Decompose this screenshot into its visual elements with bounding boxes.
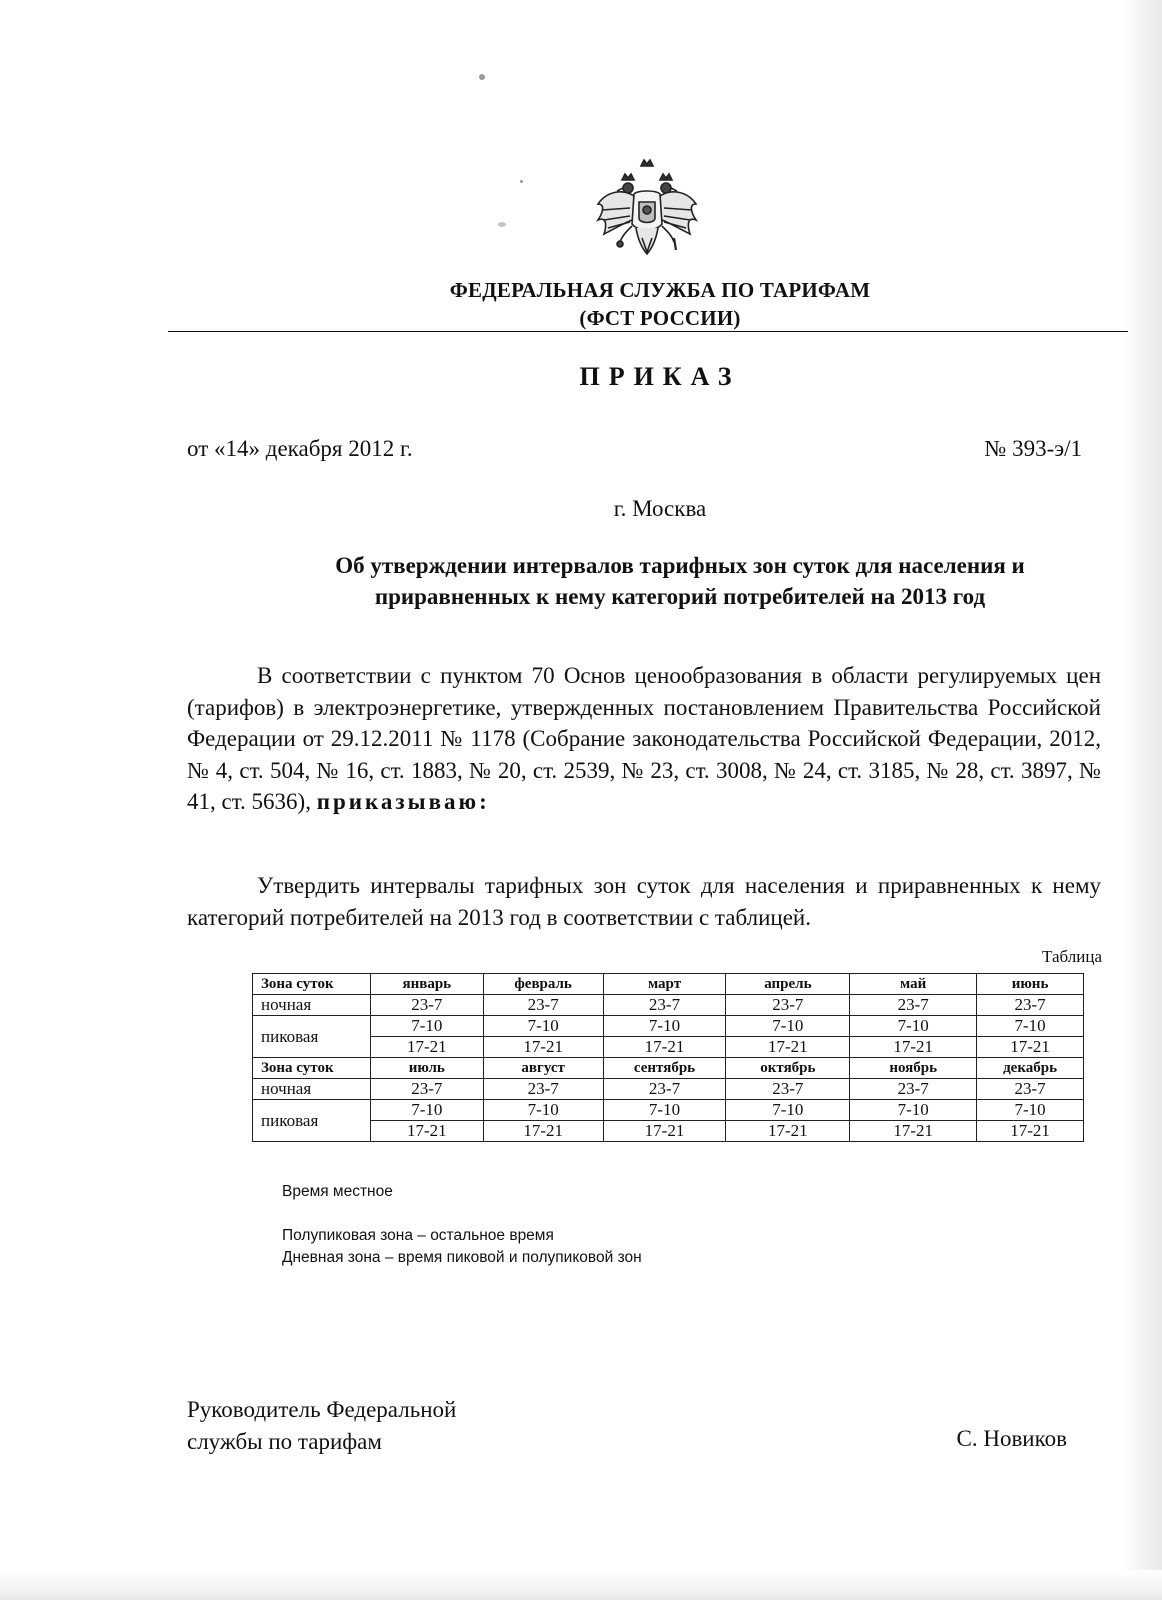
scan-speck [498,222,506,227]
signatory-position [187,1394,456,1458]
table-cell: 7-10 [977,1016,1084,1037]
note-local-time: Время местное [282,1183,393,1200]
month-header: май [850,974,977,995]
note-half-peak: Полупиковая зона – остальное время [282,1227,554,1244]
table-cell: 17-21 [370,1037,483,1058]
organization-name: ФЕДЕРАЛЬНАЯ СЛУЖБА ПО ТАРИФАМ [449,278,871,302]
table-cell: 7-10 [370,1100,483,1121]
month-header: октябрь [726,1058,850,1079]
paragraph-text: Утвердить интервалы тарифных зон суток для населения и приравненных к нему категорий потребителей на 2013 год в соответствии с таблицей. [187,873,1101,930]
table-cell: 23-7 [370,1079,483,1100]
note-day-zone: Дневная зона – время пиковой и полупиковой зон [282,1249,642,1266]
signatory-name: С. Новиков [956,1426,1067,1451]
table-cell: 23-7 [603,995,726,1016]
zone-label: ночная [253,1079,371,1100]
document-city: г. Москва [613,496,707,521]
month-header: апрель [726,974,850,995]
body-paragraph [187,660,1101,818]
position-line: Руководитель Федеральной [187,1397,457,1422]
coat-of-arms-icon [592,158,702,268]
table-cell: 7-10 [483,1100,603,1121]
zone-header: Зона суток [253,1058,371,1079]
paragraph-emphasis: приказываю: [316,789,490,814]
document-date: от «14» декабря 2012 г. [187,436,413,461]
table-cell: 23-7 [603,1079,726,1100]
month-header: декабрь [977,1058,1084,1079]
zone-label: пиковая [253,1016,371,1058]
month-header: ноябрь [850,1058,977,1079]
document-subject [230,550,1130,612]
table-cell: 23-7 [726,995,850,1016]
organization-abbreviation: (ФСТ РОССИИ) [579,306,741,330]
table-cell: 17-21 [850,1037,977,1058]
table-cell: 17-21 [977,1037,1084,1058]
zone-label: пиковая [253,1100,371,1142]
table-row [253,1037,1084,1058]
table-cell: 23-7 [977,1079,1084,1100]
table-cell: 7-10 [483,1016,603,1037]
document-type: ПРИКАЗ [579,362,741,391]
table-row [253,1016,1084,1037]
month-header: январь [370,974,483,995]
paragraph-text [187,660,1101,818]
header-rule [168,331,1128,332]
subject-line: Об утверждении интервалов тарифных зон суток для населения и [335,553,1025,578]
table-cell: 23-7 [977,995,1084,1016]
tariff-zones-table [252,973,1084,1142]
month-header: сентябрь [603,1058,726,1079]
month-header: март [603,974,726,995]
zone-label: ночная [253,995,371,1016]
table-cell: 17-21 [483,1121,603,1142]
table-cell: 17-21 [977,1121,1084,1142]
table-row [253,995,1084,1016]
table-cell: 23-7 [850,995,977,1016]
table-cell: 23-7 [726,1079,850,1100]
table-cell: 23-7 [850,1079,977,1100]
table-cell: 7-10 [977,1100,1084,1121]
scan-bottom-shadow [0,1570,1162,1600]
table-cell: 7-10 [603,1016,726,1037]
scan-speck [520,180,523,183]
month-header: февраль [483,974,603,995]
zone-header: Зона суток [253,974,371,995]
table-row [253,1079,1084,1100]
table-cell: 17-21 [850,1121,977,1142]
position-line: службы по тарифам [187,1429,382,1454]
table-cell: 7-10 [726,1100,850,1121]
month-header: август [483,1058,603,1079]
scan-edge-shadow [1122,0,1162,1600]
subject-line: приравненных к нему категорий потребителей на 2013 год [374,584,986,609]
table-cell: 17-21 [603,1037,726,1058]
body-paragraph [187,870,1101,933]
table-caption: Таблица [1042,947,1102,966]
table-cell: 17-21 [370,1121,483,1142]
table-cell: 17-21 [483,1037,603,1058]
month-header: июль [370,1058,483,1079]
table-cell: 17-21 [726,1037,850,1058]
table-cell: 7-10 [850,1016,977,1037]
table-cell: 7-10 [603,1100,726,1121]
table-cell: 17-21 [726,1121,850,1142]
table-header-row [253,974,1084,995]
table-row [253,1100,1084,1121]
table-row [253,1121,1084,1142]
table-cell: 7-10 [726,1016,850,1037]
month-header: июнь [977,974,1084,995]
document-number: № 393-э/1 [984,436,1082,461]
table-header-row [253,1058,1084,1079]
table-cell: 23-7 [483,995,603,1016]
table-cell: 17-21 [603,1121,726,1142]
table-cell: 23-7 [483,1079,603,1100]
paragraph-text-main: В соответствии с пунктом 70 Основ ценообразования в области регулируемых цен (тарифов) в электроэнергетике, утвержденных постановлением Правительства Российской Федерации от 29.12.2011 № 1178 (Собрание законодательства Российской Федерации, 2012, № 4, ст. 504, № 16, ст. 1883, № 20, ст. 2539, № 23, ст. 3008, № 24, ст. 3185, № 28, ст. 3897, № 41, ст. 5636), [187,663,1101,814]
table-cell: 7-10 [370,1016,483,1037]
table-cell: 7-10 [850,1100,977,1121]
scan-speck [479,74,485,80]
table-cell: 23-7 [370,995,483,1016]
